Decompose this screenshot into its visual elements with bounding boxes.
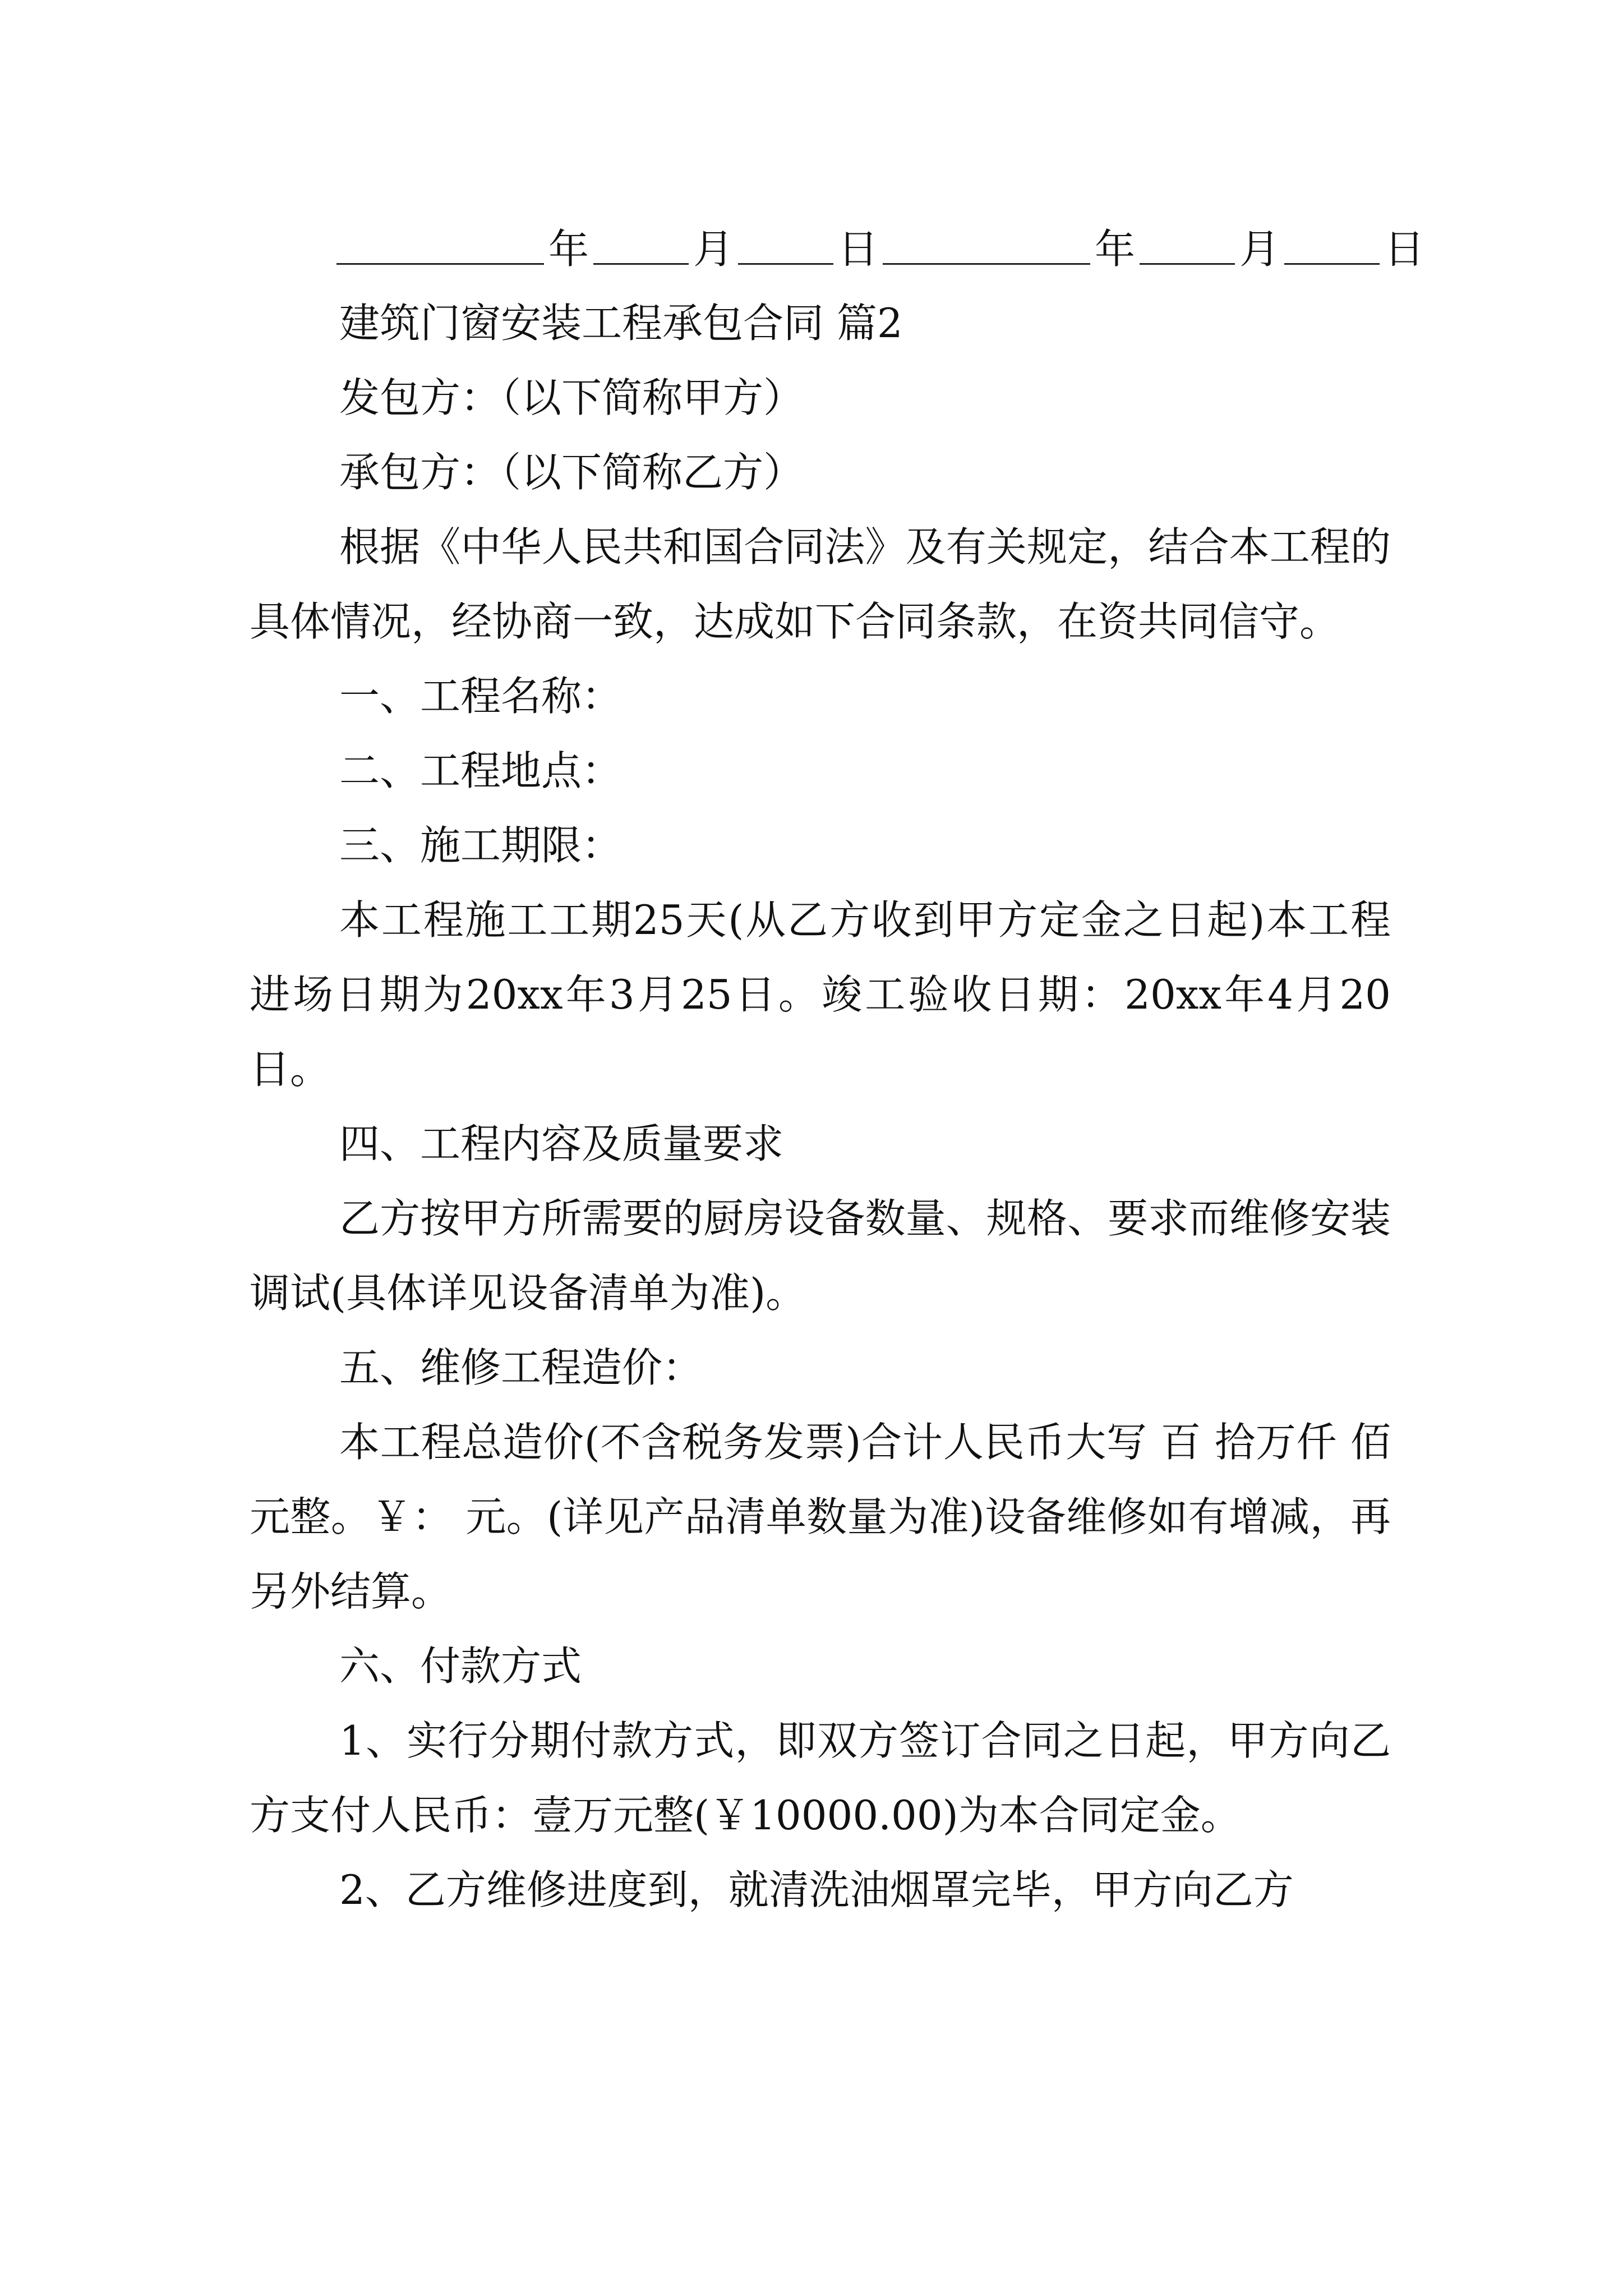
year-blank [336,263,544,265]
year-label: 年 [1095,226,1136,273]
month-label: 月 [693,226,734,273]
month-label: 月 [1239,226,1280,273]
year-blank [883,263,1090,265]
signature-date-line [336,213,1429,273]
section-heading: 三、施工期限： [339,822,623,869]
section-heading: 五、维修工程造价： [339,1344,703,1391]
section-paragraph: 本工程施工工期25天(从乙方收到甲方定金之日起)本工程进场日期为20xx年3月25日。竣工验收日期：20xx年4月20日。 [250,896,1391,1093]
payment-item: 1、实行分期付款方式，即双方签订合同之日起，甲方向乙方支付人民币：壹万元整(￥10000.00)为本合同定金。 [250,1717,1391,1839]
section-paragraph: 乙方按甲方所需要的厨房设备数量、规格、要求而维修安装调试(具体详见设备清单为准)。 [250,1195,1391,1317]
section-heading: 一、工程名称： [339,673,623,720]
day-label: 日 [1384,226,1425,273]
month-blank [593,263,689,265]
section-heading: 二、工程地点： [339,747,623,794]
document-title: 建筑门窗安装工程承包合同 篇2 [339,300,903,347]
section-heading: 四、工程内容及质量要求 [339,1120,784,1167]
party-b: 承包方：（以下简称乙方） [339,449,804,496]
intro-paragraph: 根据《中华人民共和国合同法》及有关规定，结合本工程的具体情况，经协商一致，达成如下合同条款，在资共同信守。 [250,523,1391,645]
day-label: 日 [838,226,879,273]
party-a: 发包方：（以下简称甲方） [339,374,804,421]
section-paragraph: 本工程总造价(不含税务发票)合计人民币大写 百 拾万仟 佰 元整。￥： 元。(详见产品清单数量为准)设备维修如有增减，再另外结算。 [250,1419,1391,1615]
year-label: 年 [548,226,589,273]
payment-item: 2、乙方维修进度到，就清洗油烟罩完毕，甲方向乙方 [339,1866,1294,1913]
day-blank [1284,263,1380,265]
section-heading: 六、付款方式 [339,1642,582,1690]
day-blank [738,263,833,265]
month-blank [1140,263,1235,265]
document-body [250,286,1391,1927]
